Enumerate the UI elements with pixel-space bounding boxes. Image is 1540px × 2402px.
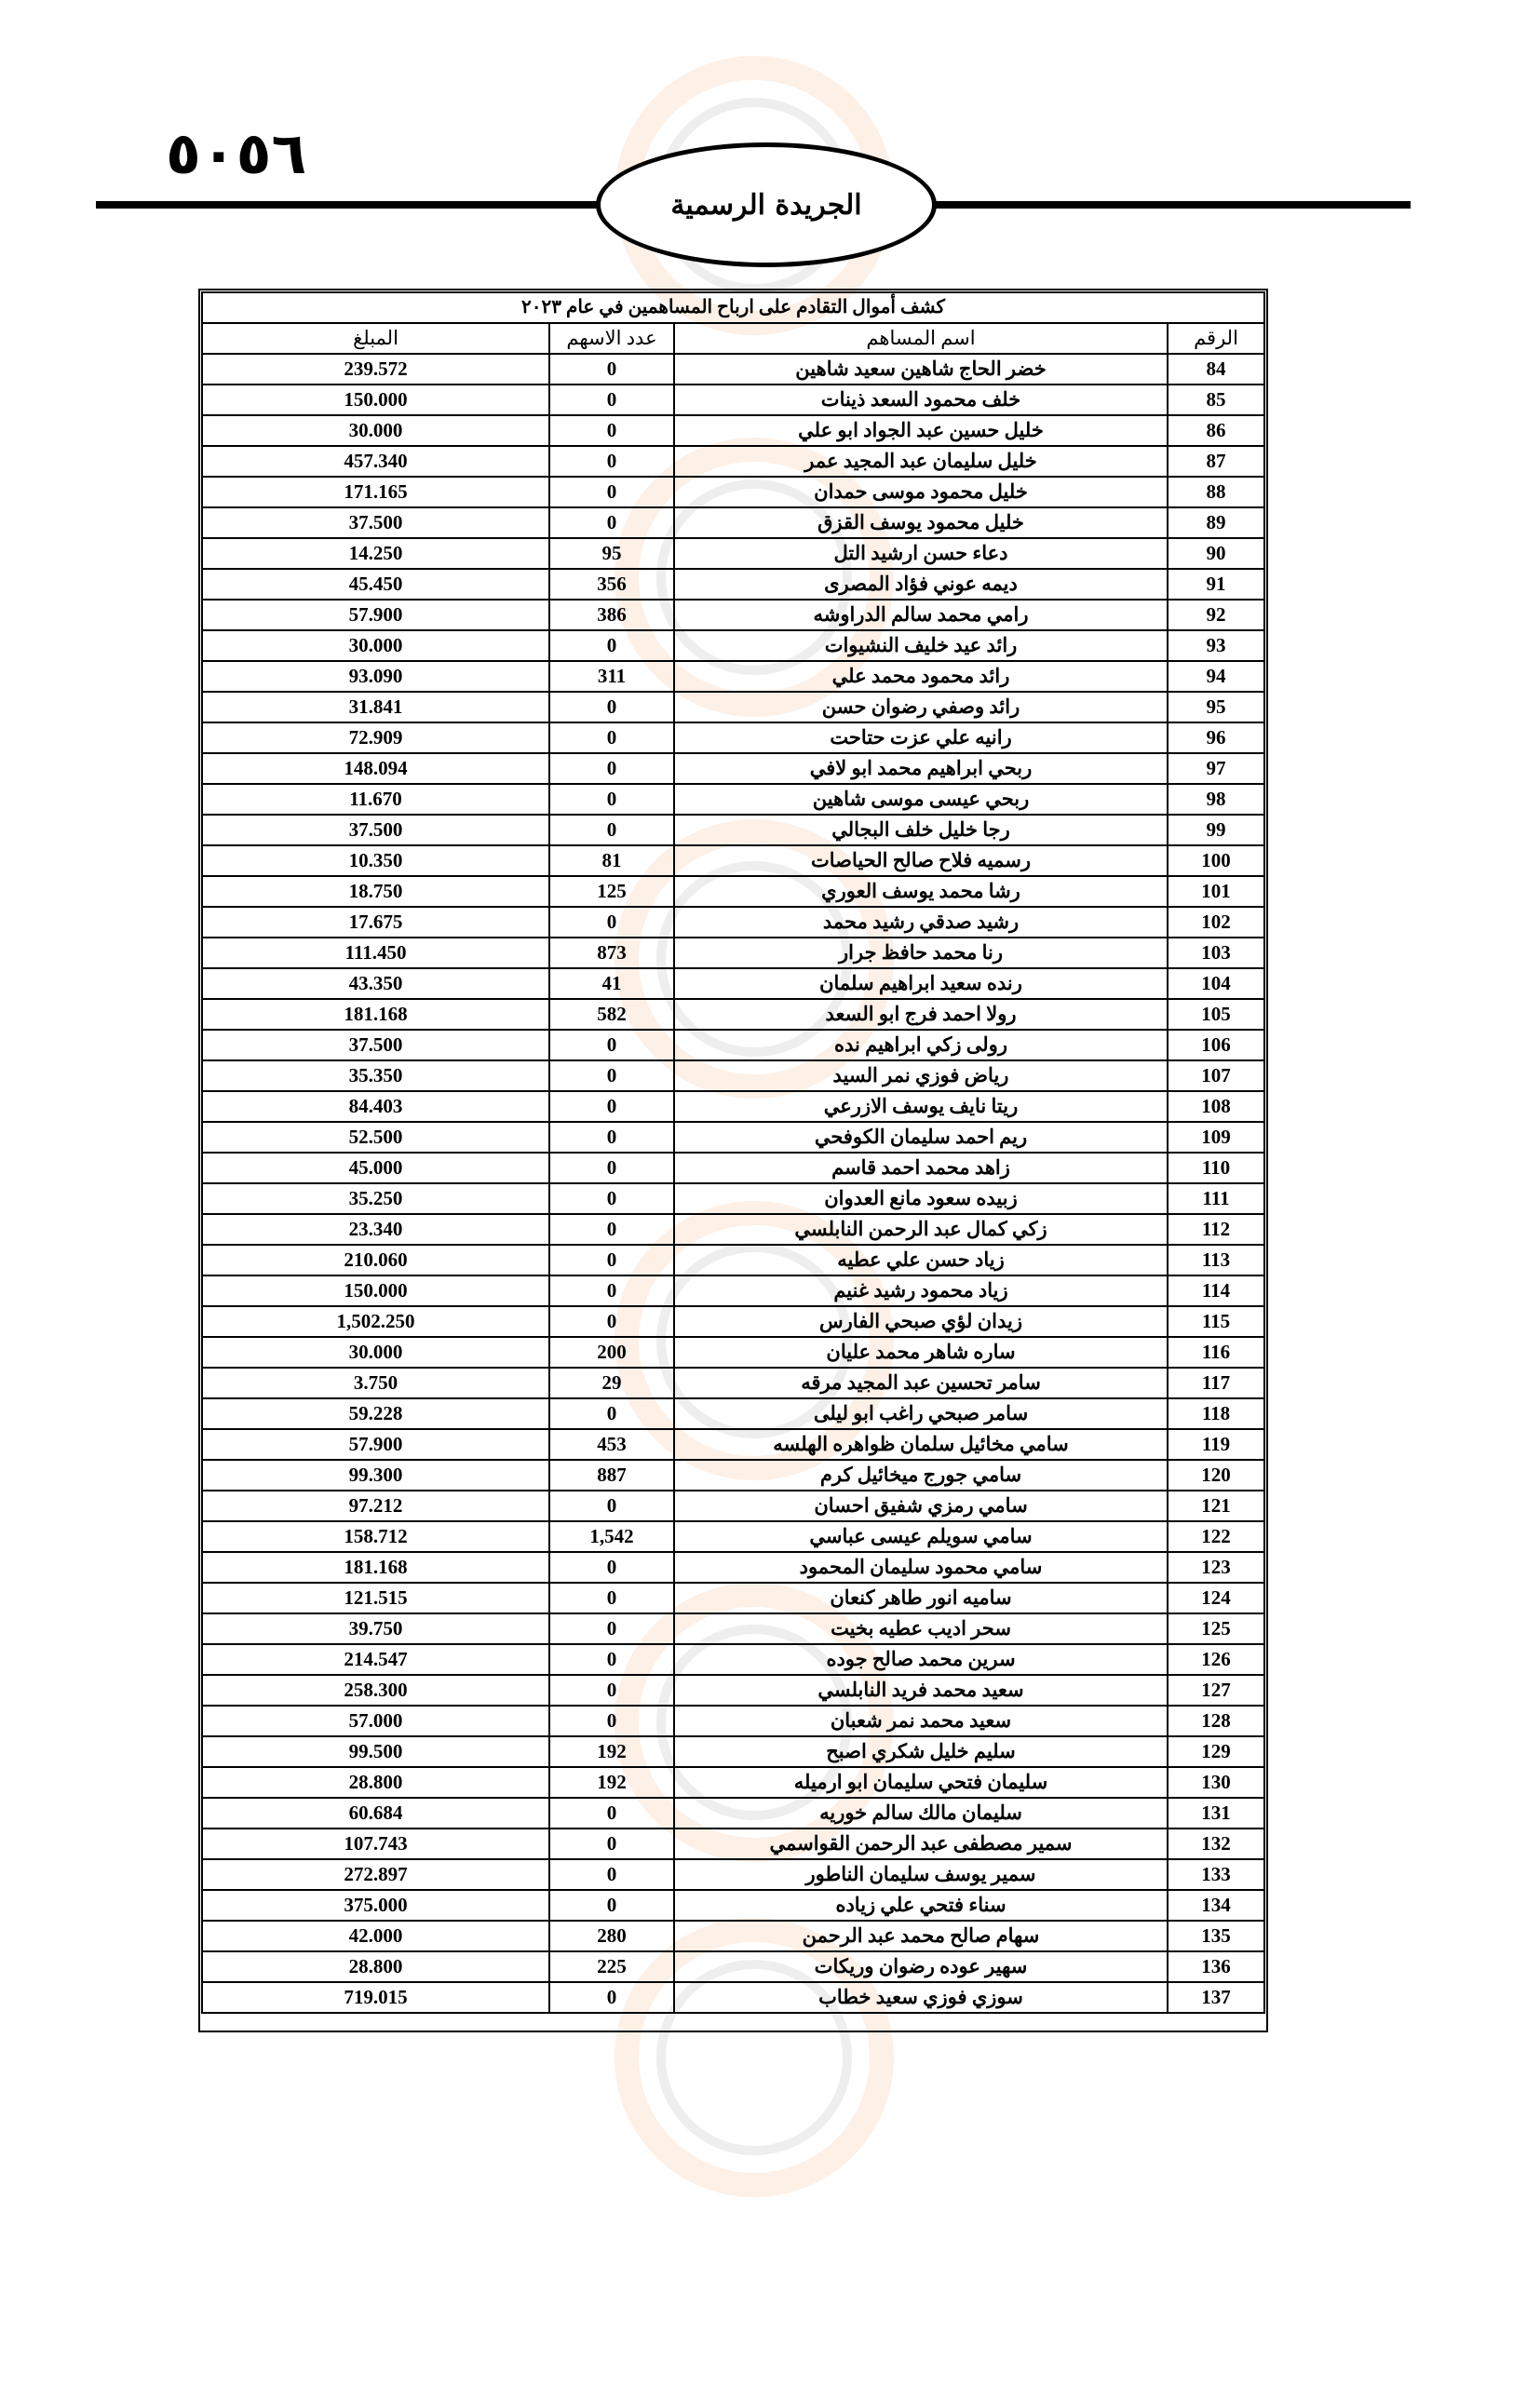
cell-amount: 17.675 (202, 907, 549, 938)
table-row (202, 1275, 1264, 1306)
cell-amount: 28.800 (202, 1951, 549, 1982)
cell-shares: 0 (549, 1613, 674, 1644)
cell-name: سعيد محمد نمر شعبان (674, 1706, 1168, 1736)
cell-number: 130 (1168, 1767, 1264, 1798)
cell-name: خليل محمود موسى حمدان (674, 477, 1168, 507)
cell-shares: 0 (549, 1030, 674, 1060)
table-row (202, 385, 1264, 415)
cell-name: رسميه فلاح صالح الحياصات (674, 845, 1168, 876)
cell-amount: 45.450 (202, 569, 549, 600)
cell-number: 135 (1168, 1921, 1264, 1951)
cell-shares: 0 (549, 507, 674, 538)
cell-amount: 97.212 (202, 1491, 549, 1521)
cell-name: سامي سويلم عيسى عباسي (674, 1521, 1168, 1552)
cell-number: 129 (1168, 1736, 1264, 1767)
cell-amount: 45.000 (202, 1153, 549, 1183)
cell-amount: 3.750 (202, 1368, 549, 1398)
cell-number: 119 (1168, 1429, 1264, 1460)
cell-number: 124 (1168, 1583, 1264, 1613)
cell-amount: 214.547 (202, 1644, 549, 1675)
table-row (202, 538, 1264, 569)
table-row (202, 876, 1264, 907)
cell-amount: 148.094 (202, 753, 549, 784)
table-header-row (202, 323, 1264, 354)
cell-amount: 11.670 (202, 784, 549, 815)
cell-shares: 887 (549, 1460, 674, 1491)
table-row (202, 815, 1264, 845)
table-body (202, 354, 1264, 2013)
cell-number: 125 (1168, 1613, 1264, 1644)
cell-name: ساره شاهر محمد عليان (674, 1337, 1168, 1368)
cell-number: 104 (1168, 968, 1264, 999)
cell-shares: 0 (549, 1122, 674, 1153)
cell-amount: 57.900 (202, 600, 549, 630)
cell-amount: 14.250 (202, 538, 549, 569)
cell-number: 128 (1168, 1706, 1264, 1736)
cell-number: 123 (1168, 1552, 1264, 1583)
cell-amount: 457.340 (202, 446, 549, 477)
cell-name: خضر الحاج شاهين سعيد شاهين (674, 354, 1168, 385)
cell-name: ربحي عيسى موسى شاهين (674, 784, 1168, 815)
cell-number: 107 (1168, 1060, 1264, 1091)
table-row (202, 446, 1264, 477)
cell-shares: 0 (549, 630, 674, 661)
table-row (202, 999, 1264, 1030)
table-row (202, 907, 1264, 938)
cell-amount: 52.500 (202, 1122, 549, 1153)
cell-shares: 0 (549, 415, 674, 446)
cell-shares: 0 (549, 1798, 674, 1828)
cell-amount: 150.000 (202, 1275, 549, 1306)
cell-amount: 37.500 (202, 507, 549, 538)
cell-number: 109 (1168, 1122, 1264, 1153)
cell-shares: 0 (549, 446, 674, 477)
table-row (202, 1091, 1264, 1122)
cell-shares: 192 (549, 1767, 674, 1798)
cell-amount: 111.450 (202, 938, 549, 968)
table-row (202, 968, 1264, 999)
cell-name: رشيد صدقي رشيد محمد (674, 907, 1168, 938)
cell-amount: 43.350 (202, 968, 549, 999)
table-row (202, 1951, 1264, 1982)
table-row (202, 1060, 1264, 1091)
header-oval (596, 142, 937, 267)
cell-shares: 0 (549, 385, 674, 415)
table-row (202, 938, 1264, 968)
cell-amount: 99.300 (202, 1460, 549, 1491)
cell-shares: 356 (549, 569, 674, 600)
cell-amount: 30.000 (202, 1337, 549, 1368)
column-header-shares: عدد الاسهم (549, 323, 674, 354)
cell-name: ساميه انور طاهر كنعان (674, 1583, 1168, 1613)
cell-amount: 57.000 (202, 1706, 549, 1736)
cell-shares: 0 (549, 1214, 674, 1245)
cell-amount: 23.340 (202, 1214, 549, 1245)
table-row (202, 1583, 1264, 1613)
cell-amount: 93.090 (202, 661, 549, 692)
cell-number: 110 (1168, 1153, 1264, 1183)
cell-shares: 0 (549, 1153, 674, 1183)
table-row (202, 1429, 1264, 1460)
cell-name: زكي كمال عبد الرحمن النابلسي (674, 1214, 1168, 1245)
cell-shares: 81 (549, 845, 674, 876)
cell-name: خليل حسين عبد الجواد ابو علي (674, 415, 1168, 446)
cell-shares: 0 (549, 1491, 674, 1521)
table-row (202, 600, 1264, 630)
table-row (202, 1030, 1264, 1060)
cell-amount: 57.900 (202, 1429, 549, 1460)
cell-amount: 375.000 (202, 1890, 549, 1921)
cell-name: سمير يوسف سليمان الناطور (674, 1859, 1168, 1890)
cell-name: رولا احمد فرج ابو السعد (674, 999, 1168, 1030)
table-row (202, 1245, 1264, 1275)
table-row (202, 1460, 1264, 1491)
cell-name: سامي مخائيل سلمان ظواهره الهلسه (674, 1429, 1168, 1460)
cell-amount: 37.500 (202, 1030, 549, 1060)
cell-name: سهام صالح محمد عبد الرحمن (674, 1921, 1168, 1951)
column-header-amount: المبلغ (202, 323, 549, 354)
cell-shares: 0 (549, 1552, 674, 1583)
cell-shares: 0 (549, 1890, 674, 1921)
cell-amount: 99.500 (202, 1736, 549, 1767)
cell-name: ريتا نايف يوسف الازرعي (674, 1091, 1168, 1122)
cell-shares: 453 (549, 1429, 674, 1460)
cell-shares: 582 (549, 999, 674, 1030)
cell-shares: 0 (549, 1644, 674, 1675)
cell-number: 96 (1168, 722, 1264, 753)
cell-shares: 386 (549, 600, 674, 630)
cell-amount: 39.750 (202, 1613, 549, 1644)
cell-number: 87 (1168, 446, 1264, 477)
table-row (202, 1183, 1264, 1214)
cell-shares: 0 (549, 1398, 674, 1429)
table-row (202, 1214, 1264, 1245)
cell-name: رامي محمد سالم الدراوشه (674, 600, 1168, 630)
cell-name: سليمان فتحي سليمان ابو ارميله (674, 1767, 1168, 1798)
cell-name: ربحي ابراهيم محمد ابو لافي (674, 753, 1168, 784)
cell-name: ريم احمد سليمان الكوفحي (674, 1122, 1168, 1153)
cell-number: 137 (1168, 1982, 1264, 2013)
table-row (202, 661, 1264, 692)
cell-number: 121 (1168, 1491, 1264, 1521)
cell-amount: 1,502.250 (202, 1306, 549, 1337)
table-row (202, 1706, 1264, 1736)
cell-name: سامر صبحي راغب ابو ليلى (674, 1398, 1168, 1429)
cell-shares: 0 (549, 907, 674, 938)
cell-number: 94 (1168, 661, 1264, 692)
cell-number: 106 (1168, 1030, 1264, 1060)
cell-name: زياد حسن علي عطيه (674, 1245, 1168, 1275)
cell-amount: 121.515 (202, 1583, 549, 1613)
cell-number: 88 (1168, 477, 1264, 507)
cell-number: 132 (1168, 1828, 1264, 1859)
cell-name: رنده سعيد ابراهيم سلمان (674, 968, 1168, 999)
cell-number: 97 (1168, 753, 1264, 784)
cell-number: 136 (1168, 1951, 1264, 1982)
cell-number: 120 (1168, 1460, 1264, 1491)
cell-shares: 0 (549, 1275, 674, 1306)
cell-amount: 30.000 (202, 415, 549, 446)
cell-shares: 0 (549, 354, 674, 385)
table-row (202, 1828, 1264, 1859)
cell-amount: 239.572 (202, 354, 549, 385)
cell-name: رياض فوزي نمر السيد (674, 1060, 1168, 1091)
cell-number: 105 (1168, 999, 1264, 1030)
table-row (202, 1921, 1264, 1951)
table-row (202, 1982, 1264, 2013)
cell-shares: 192 (549, 1736, 674, 1767)
cell-shares: 41 (549, 968, 674, 999)
cell-number: 103 (1168, 938, 1264, 968)
cell-amount: 158.712 (202, 1521, 549, 1552)
cell-shares: 0 (549, 1306, 674, 1337)
cell-shares: 311 (549, 661, 674, 692)
cell-name: زيدان لؤي صبحي الفارس (674, 1306, 1168, 1337)
cell-number: 93 (1168, 630, 1264, 661)
cell-name: ديمه عوني فؤاد المصرى (674, 569, 1168, 600)
cell-shares: 0 (549, 753, 674, 784)
cell-amount: 35.250 (202, 1183, 549, 1214)
cell-number: 100 (1168, 845, 1264, 876)
cell-shares: 0 (549, 1828, 674, 1859)
cell-name: رائد وصفي رضوان حسن (674, 692, 1168, 722)
table-row (202, 569, 1264, 600)
cell-name: رجا خليل خلف البجالي (674, 815, 1168, 845)
table-row (202, 1306, 1264, 1337)
cell-shares: 0 (549, 1706, 674, 1736)
cell-amount: 30.000 (202, 630, 549, 661)
cell-shares: 0 (549, 1982, 674, 2013)
cell-name: سعيد محمد فريد النابلسي (674, 1675, 1168, 1706)
cell-number: 85 (1168, 385, 1264, 415)
cell-shares: 1,542 (549, 1521, 674, 1552)
cell-number: 116 (1168, 1337, 1264, 1368)
cell-shares: 0 (549, 1583, 674, 1613)
cell-amount: 42.000 (202, 1921, 549, 1951)
cell-shares: 0 (549, 815, 674, 845)
cell-name: خليل سليمان عبد المجيد عمر (674, 446, 1168, 477)
cell-name: سامر تحسين عبد المجيد مرقه (674, 1368, 1168, 1398)
cell-amount: 10.350 (202, 845, 549, 876)
cell-shares: 0 (549, 1675, 674, 1706)
cell-number: 99 (1168, 815, 1264, 845)
table-row (202, 1398, 1264, 1429)
gazette-title: الجريدة الرسمية (670, 188, 862, 222)
cell-shares: 0 (549, 1091, 674, 1122)
cell-amount: 31.841 (202, 692, 549, 722)
cell-amount: 210.060 (202, 1245, 549, 1275)
cell-amount: 84.403 (202, 1091, 549, 1122)
cell-number: 84 (1168, 354, 1264, 385)
cell-name: سهير عوده رضوان وريكات (674, 1951, 1168, 1982)
cell-number: 114 (1168, 1275, 1264, 1306)
cell-number: 122 (1168, 1521, 1264, 1552)
cell-amount: 59.228 (202, 1398, 549, 1429)
table-row (202, 692, 1264, 722)
table-row (202, 784, 1264, 815)
table-row (202, 630, 1264, 661)
cell-number: 112 (1168, 1214, 1264, 1245)
table-row (202, 1798, 1264, 1828)
cell-shares: 125 (549, 876, 674, 907)
cell-name: رنا محمد حافظ جرار (674, 938, 1168, 968)
page-number: ٥٠٥٦ (166, 119, 307, 187)
cell-amount: 258.300 (202, 1675, 549, 1706)
cell-amount: 35.350 (202, 1060, 549, 1091)
cell-number: 133 (1168, 1859, 1264, 1890)
cell-name: سرين محمد صالح جوده (674, 1644, 1168, 1675)
cell-name: خلف محمود السعد ذينات (674, 385, 1168, 415)
cell-name: سامي محمود سليمان المحمود (674, 1552, 1168, 1583)
cell-shares: 0 (549, 722, 674, 753)
cell-name: سناء فتحي علي زياده (674, 1890, 1168, 1921)
cell-number: 108 (1168, 1091, 1264, 1122)
cell-number: 134 (1168, 1890, 1264, 1921)
cell-shares: 873 (549, 938, 674, 968)
cell-name: سامي جورج ميخائيل كرم (674, 1460, 1168, 1491)
table-row (202, 1521, 1264, 1552)
cell-number: 131 (1168, 1798, 1264, 1828)
cell-number: 102 (1168, 907, 1264, 938)
cell-number: 115 (1168, 1306, 1264, 1337)
table-row (202, 1613, 1264, 1644)
table-caption: كشف أموال التقادم على ارباح المساهمين في عام ٢٠٢٣ (202, 292, 1264, 323)
cell-name: سمير مصطفى عبد الرحمن القواسمي (674, 1828, 1168, 1859)
table-row (202, 477, 1264, 507)
cell-number: 118 (1168, 1398, 1264, 1429)
cell-number: 127 (1168, 1675, 1264, 1706)
table-row (202, 1491, 1264, 1521)
cell-amount: 28.800 (202, 1767, 549, 1798)
cell-number: 113 (1168, 1245, 1264, 1275)
cell-shares: 0 (549, 1245, 674, 1275)
cell-amount: 72.909 (202, 722, 549, 753)
cell-name: زياد محمود رشيد غنيم (674, 1275, 1168, 1306)
column-header-name: اسم المساهم (674, 323, 1168, 354)
table-row (202, 1644, 1264, 1675)
cell-amount: 272.897 (202, 1859, 549, 1890)
cell-name: زاهد محمد احمد قاسم (674, 1153, 1168, 1183)
cell-name: رانيه علي عزت حتاحت (674, 722, 1168, 753)
cell-name: رشا محمد يوسف العوري (674, 876, 1168, 907)
cell-amount: 719.015 (202, 1982, 549, 2013)
cell-name: سامي رمزي شفيق احسان (674, 1491, 1168, 1521)
shareholders-table (201, 291, 1265, 2014)
cell-amount: 171.165 (202, 477, 549, 507)
table-row (202, 1552, 1264, 1583)
table-row (202, 1736, 1264, 1767)
table-row (202, 354, 1264, 385)
cell-name: سليمان مالك سالم خوريه (674, 1798, 1168, 1828)
table-row (202, 722, 1264, 753)
cell-amount: 37.500 (202, 815, 549, 845)
cell-name: رولى زكي ابراهيم نده (674, 1030, 1168, 1060)
cell-name: دعاء حسن ارشيد التل (674, 538, 1168, 569)
table-row (202, 753, 1264, 784)
cell-shares: 200 (549, 1337, 674, 1368)
cell-number: 89 (1168, 507, 1264, 538)
cell-shares: 0 (549, 784, 674, 815)
cell-number: 101 (1168, 876, 1264, 907)
cell-shares: 0 (549, 1859, 674, 1890)
table-row (202, 1153, 1264, 1183)
table-row (202, 1368, 1264, 1398)
table-row (202, 1767, 1264, 1798)
cell-name: زبيده سعود مانع العدوان (674, 1183, 1168, 1214)
cell-number: 126 (1168, 1644, 1264, 1675)
cell-number: 111 (1168, 1183, 1264, 1214)
cell-name: خليل محمود يوسف القزق (674, 507, 1168, 538)
cell-shares: 280 (549, 1921, 674, 1951)
table-row (202, 1890, 1264, 1921)
cell-amount: 181.168 (202, 1552, 549, 1583)
cell-shares: 0 (549, 692, 674, 722)
cell-shares: 29 (549, 1368, 674, 1398)
cell-amount: 60.684 (202, 1798, 549, 1828)
cell-amount: 107.743 (202, 1828, 549, 1859)
column-header-number: الرقم (1168, 323, 1264, 354)
cell-number: 90 (1168, 538, 1264, 569)
cell-number: 86 (1168, 415, 1264, 446)
cell-name: رائد محمود محمد علي (674, 661, 1168, 692)
cell-name: سوزي فوزي سعيد خطاب (674, 1982, 1168, 2013)
cell-name: سليم خليل شكري اصبح (674, 1736, 1168, 1767)
cell-name: سحر اديب عطيه بخيت (674, 1613, 1168, 1644)
table-row (202, 845, 1264, 876)
table-row (202, 1859, 1264, 1890)
table-row (202, 1675, 1264, 1706)
table-row (202, 1122, 1264, 1153)
cell-number: 95 (1168, 692, 1264, 722)
cell-number: 98 (1168, 784, 1264, 815)
cell-amount: 150.000 (202, 385, 549, 415)
cell-shares: 0 (549, 1183, 674, 1214)
cell-number: 117 (1168, 1368, 1264, 1398)
cell-amount: 18.750 (202, 876, 549, 907)
table-row (202, 1337, 1264, 1368)
cell-shares: 0 (549, 477, 674, 507)
table-row (202, 507, 1264, 538)
cell-amount: 181.168 (202, 999, 549, 1030)
table-row (202, 415, 1264, 446)
cell-shares: 95 (549, 538, 674, 569)
cell-number: 92 (1168, 600, 1264, 630)
cell-name: رائد عيد خليف النشيوات (674, 630, 1168, 661)
cell-shares: 225 (549, 1951, 674, 1982)
cell-number: 91 (1168, 569, 1264, 600)
cell-shares: 0 (549, 1060, 674, 1091)
